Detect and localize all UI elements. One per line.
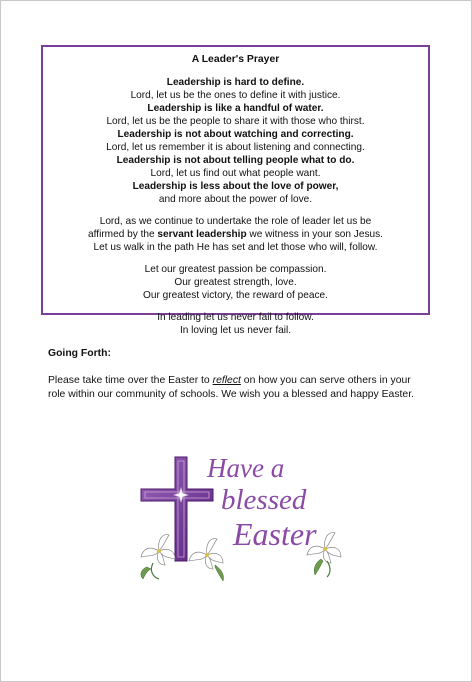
paragraph-text: on how you can serve others in your role within our community of schools. We wish you a blessed and happy Easter. [48,375,414,400]
prayer-line: In leading let us never fail to follow. [157,312,314,323]
reflect-emphasis: reflect [212,375,241,386]
prayer-line: Lord, let us find out what people want. [150,168,321,179]
going-forth-heading: Going Forth: [48,348,111,359]
prayer-line: Leadership is not about watching and correcting. [117,129,354,140]
prayer-line [43,228,428,241]
servant-leadership-text: servant leadership [157,229,247,240]
greeting-line-1: Have a [207,453,285,483]
prayer-stanza-3 [43,263,428,302]
prayer-line: Our greatest victory, the reward of peace. [143,290,328,301]
prayer-stanza-4 [43,311,428,337]
prayer-line: In loving let us never fail. [179,325,292,336]
prayer-line: Lord, let us be the ones to define it with justice. [130,90,341,101]
prayer-line: Leadership is hard to define. [166,77,305,88]
greeting-line-3: Easter [233,516,317,552]
prayer-line: Leadership is less about the love of power, [132,181,339,192]
prayer-stanza-1 [43,76,428,206]
prayer-text: we witness in your son Jesus. [246,229,383,240]
prayer-title: A Leader's Prayer [191,54,280,65]
greeting-line-2: blessed [221,484,307,516]
easter-illustration [129,449,355,589]
prayer-box [41,45,430,336]
prayer-line: Lord, let us be the people to share it with those who thirst. [106,116,365,127]
prayer-stanza-2 [43,215,428,254]
paragraph-text: Please take time over the Easter to [48,375,213,386]
prayer-line: and more about the power of love. [158,194,313,205]
cross-icon [141,457,213,561]
prayer-line: Lord, let us remember it is about listening and connecting. [106,142,365,153]
prayer-line: Our greatest strength, love. [174,277,297,288]
prayer-line: Leadership is like a handful of water. [147,103,324,114]
easter-graphic [129,449,355,589]
prayer-line: Let us walk in the path He has set and let those who will, follow. [93,242,378,253]
prayer-line: Let our greatest passion be compassion. [144,264,327,275]
prayer-text: affirmed by the [88,229,158,240]
going-forth-paragraph [48,374,428,402]
prayer-line: Lord, as we continue to undertake the role of leader let us be [99,216,372,227]
prayer-line: Leadership is not about telling people what to do. [116,155,355,166]
